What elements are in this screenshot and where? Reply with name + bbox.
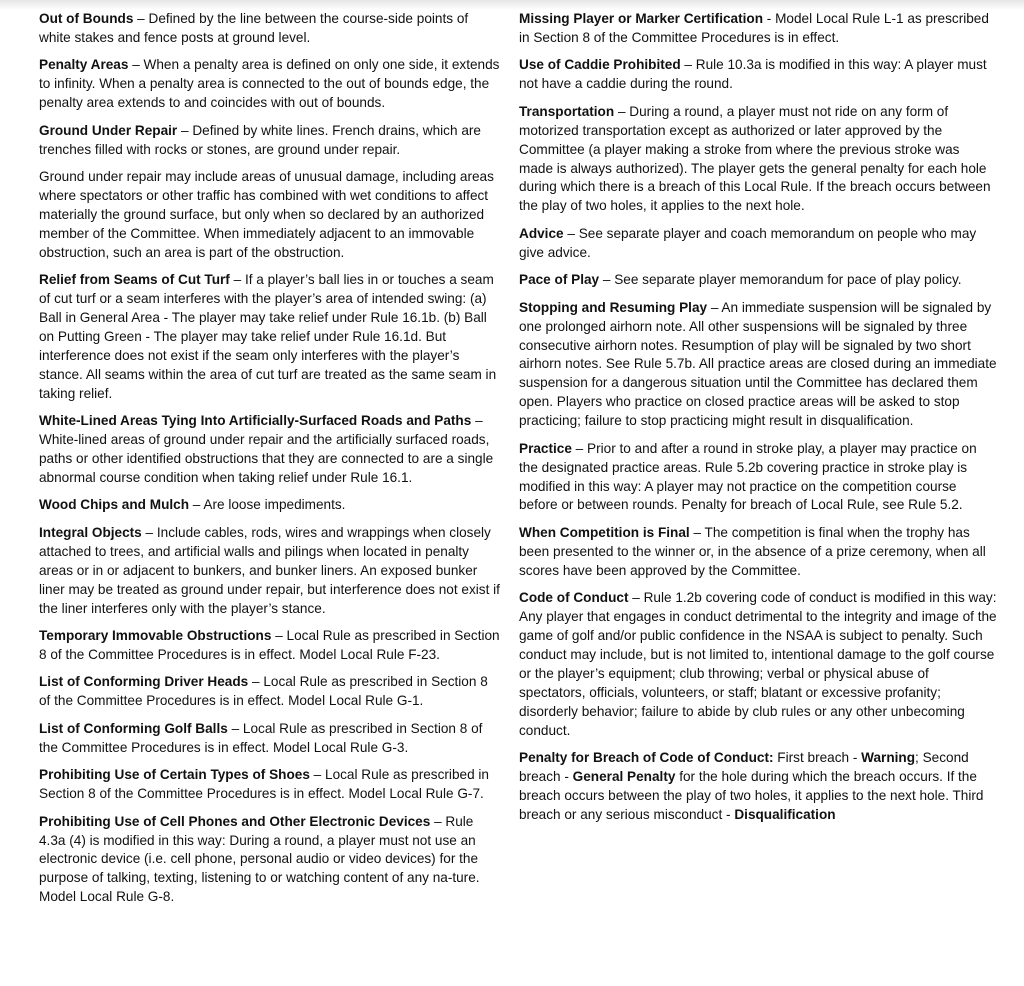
- rule-wood-chips: [39, 496, 501, 515]
- rule-integral-objects: [39, 524, 501, 619]
- document-page: [0, 10, 1024, 986]
- rule-text: – During a round, a player must not ride on any form of motorized transportation except as authorized or later approved by the Committee (a player making a stroke from where the previous stroke was made is always authorized). The player gets the general penalty for each hole during which there is a breach of this Local Rule. If the breach occurs between the play of two holes, it applies to the next hole.: [519, 103, 991, 214]
- rule-missing-player: [519, 10, 997, 48]
- rule-title: Stopping and Resuming Play: [519, 299, 708, 315]
- rule-seams-of-cut-turf: [39, 271, 501, 403]
- rule-transportation: [519, 103, 997, 216]
- rule-title: Ground Under Repair: [39, 122, 178, 138]
- rule-text: – Local Rule as prescribed in Section 8 of the Committee Procedures is in effect. Model Local Rule G-1.: [39, 674, 488, 709]
- rule-penalty-areas: [39, 56, 501, 113]
- rule-text: – White-lined areas of ground under repair and the artificially surfaced roads, paths or other identified obstructions that they are connected to are a single abnormal course condition when taking relief under Rule 16.1.: [39, 413, 494, 485]
- rule-text: – The competition is final when the trophy has been presented to the winner or, in the absence of a prize ceremony, when all scores have been approved by the Committee.: [519, 524, 986, 578]
- rule-text: – See separate player memorandum for pace of play policy.: [599, 272, 962, 288]
- rule-text: – Rule 10.3a is modified in this way: A player must not have a caddie during the round.: [519, 57, 987, 92]
- rule-title: Out of Bounds: [39, 11, 134, 26]
- rule-title: Relief from Seams of Cut Turf: [39, 272, 230, 288]
- left-column: [39, 10, 501, 986]
- rule-out-of-bounds: [39, 10, 501, 48]
- rule-driver-heads: [39, 673, 501, 711]
- rule-text: for the hole during which the breach occurs. If the breach occurs between the play of two holes, it applies to the next hole. Third breach or any serious misconduct -: [519, 768, 984, 822]
- rule-text: – See separate player and coach memorandum on people who may give advice.: [519, 225, 977, 260]
- rule-title: Missing Player or Marker Certification: [519, 11, 764, 26]
- rule-text: – Rule 1.2b covering code of conduct is modified in this way: Any player that engages in conduct detrimental to the integrity and image of the game of golf and/or public confidence in the NSAA is subject to penalty. Such conduct may include, but is not limited to, intentional damage to the golf course or the player’s equipment; club throwing; verbal or physical abuse of spectators, officials, volunteers, or staff; blatant or excessive profanity; disorderly behavior; failure to abide by club rules or any other unbecoming conduct.: [519, 590, 997, 738]
- rule-competition-final: [519, 524, 997, 581]
- rule-advice: [519, 225, 997, 263]
- rule-text: – Local Rule as prescribed in Section 8 of the Committee Procedures is in effect. Model Local Rule F-23.: [39, 628, 500, 662]
- rule-text: Ground under repair may include areas of unusual damage, including areas where spectators or other traffic has combined with wet conditions to affect materially the ground surface, but only when so declared by an authorized member of the Committee. When immediately adjacent to an immovable obstruction, such an area is part of the obstruction.: [39, 169, 494, 260]
- rule-practice: [519, 440, 997, 516]
- rule-title: Advice: [519, 225, 564, 241]
- rule-golf-balls: [39, 720, 501, 758]
- general-penalty-label: General Penalty: [572, 768, 676, 784]
- rule-title: Pace of Play: [519, 272, 600, 288]
- rule-title: Use of Caddie Prohibited: [519, 57, 681, 73]
- rule-text: - Model Local Rule L-1 as prescribed in Section 8 of the Committee Procedures is in effect.: [519, 11, 989, 45]
- rule-title: White-Lined Areas Tying Into Artificially-Surfaced Roads and Paths: [39, 413, 472, 429]
- rule-title: Code of Conduct: [519, 590, 629, 606]
- rule-white-lined-areas: [39, 412, 501, 488]
- rule-ground-under-repair: [39, 122, 501, 160]
- rule-text: ; Second breach -: [519, 750, 969, 784]
- top-shadow: [0, 0, 1024, 10]
- rule-title: Wood Chips and Mulch: [39, 497, 190, 513]
- rule-text: – Include cables, rods, wires and wrappings when closely attached to trees, and artificial walls and pilings when located in penalty areas or in or adjacent to bunkers, and bunker liners. An exposed bunker liner may be treated as ground under repair, but interference does not exist if the liner interferes only with the player’s stance.: [39, 524, 500, 616]
- rule-title: Penalty Areas: [39, 57, 129, 73]
- rule-title: Prohibiting Use of Certain Types of Shoes: [39, 767, 310, 783]
- rule-penalty-code-of-conduct: [519, 749, 997, 825]
- rule-text: – Local Rule as prescribed in Section 8 of the Committee Procedures is in effect. Model Local Rule G-3.: [39, 720, 483, 755]
- rule-title: Prohibiting Use of Cell Phones and Other Electronic Devices: [39, 813, 431, 829]
- rule-text: – An immediate suspension will be signaled by one prolonged airhorn note. All other suspensions will be signaled by three consecutive airhorn notes. Resumption of play will be signaled by two short airhorn notes. See Rule 5.7b. All practice areas are closed during an immediate suspension for a dangerous situation until the Committee has declared them open. Players who practice on closed practice areas will be asked to stop practicing; failure to stop practicing might result in disqualification.: [519, 299, 997, 429]
- rule-pace-of-play: [519, 271, 997, 290]
- rule-title: Penalty for Breach of Code of Conduct:: [519, 750, 774, 766]
- rule-text: – Rule 4.3a (4) is modified in this way: During a round, a player must not use an electronic device (i.e. cell phone, personal audio or video devices) for the purpose of talking, texting, listening to or watching content of any na-ture. Model Local Rule G-8.: [39, 813, 480, 905]
- rule-title: Transportation: [519, 103, 615, 119]
- rule-text: – Defined by the line between the course-side points of white stakes and fence posts at ground level.: [39, 11, 469, 45]
- rule-code-of-conduct: [519, 589, 997, 740]
- rule-text: – If a player’s ball lies in or touches a seam of cut turf or a seam interferes with the player’s area of intended swing: (a) Ball in General Area - The player may take relief under Rule 16.1b. (b) Ball on Putting Green - The player may take relief under Rule 16.1d. But interference does not exist if the seam only interferes with the player’s stance. All seams within the area of cut turf are treated as the same seam in taking relief.: [39, 272, 497, 401]
- warning-label: Warning: [861, 750, 916, 766]
- disqualification-label: Disqualification: [734, 806, 836, 822]
- rule-shoes: [39, 766, 501, 804]
- rule-title: List of Conforming Golf Balls: [39, 720, 228, 736]
- rule-caddie: [519, 56, 997, 94]
- rule-title: Temporary Immovable Obstructions: [39, 628, 272, 644]
- rule-ground-under-repair-detail: [39, 168, 501, 263]
- right-column: [519, 10, 997, 986]
- rule-stopping-resuming: [519, 299, 997, 431]
- rule-text: – Defined by white lines. French drains, which are trenches filled with rocks or stones, are ground under repair.: [39, 122, 481, 157]
- rule-title: When Competition is Final: [519, 524, 690, 540]
- rule-text: – Local Rule as prescribed in Section 8 of the Committee Procedures is in effect. Model Local Rule G-7.: [39, 767, 489, 802]
- rule-temporary-obstructions: [39, 627, 501, 665]
- rule-electronic-devices: [39, 813, 501, 908]
- rule-text: – Are loose impediments.: [189, 497, 346, 513]
- rule-title: Practice: [519, 440, 572, 456]
- rule-title: Integral Objects: [39, 524, 142, 540]
- rule-text: First breach -: [773, 750, 862, 766]
- rule-text: – When a penalty area is defined on only one side, it extends to infinity. When a penalty area is connected to the out of bounds edge, the penalty area extends to and coincides with out of bounds.: [39, 57, 500, 111]
- rule-title: List of Conforming Driver Heads: [39, 674, 249, 690]
- rule-text: – Prior to and after a round in stroke play, a player may practice on the designated practice areas. Rule 5.2b covering practice in stroke play is modified in this way: A player may not practice on the competition course before or between rounds. Penalty for breach of Local Rule, see Rule 5.2.: [519, 440, 977, 513]
